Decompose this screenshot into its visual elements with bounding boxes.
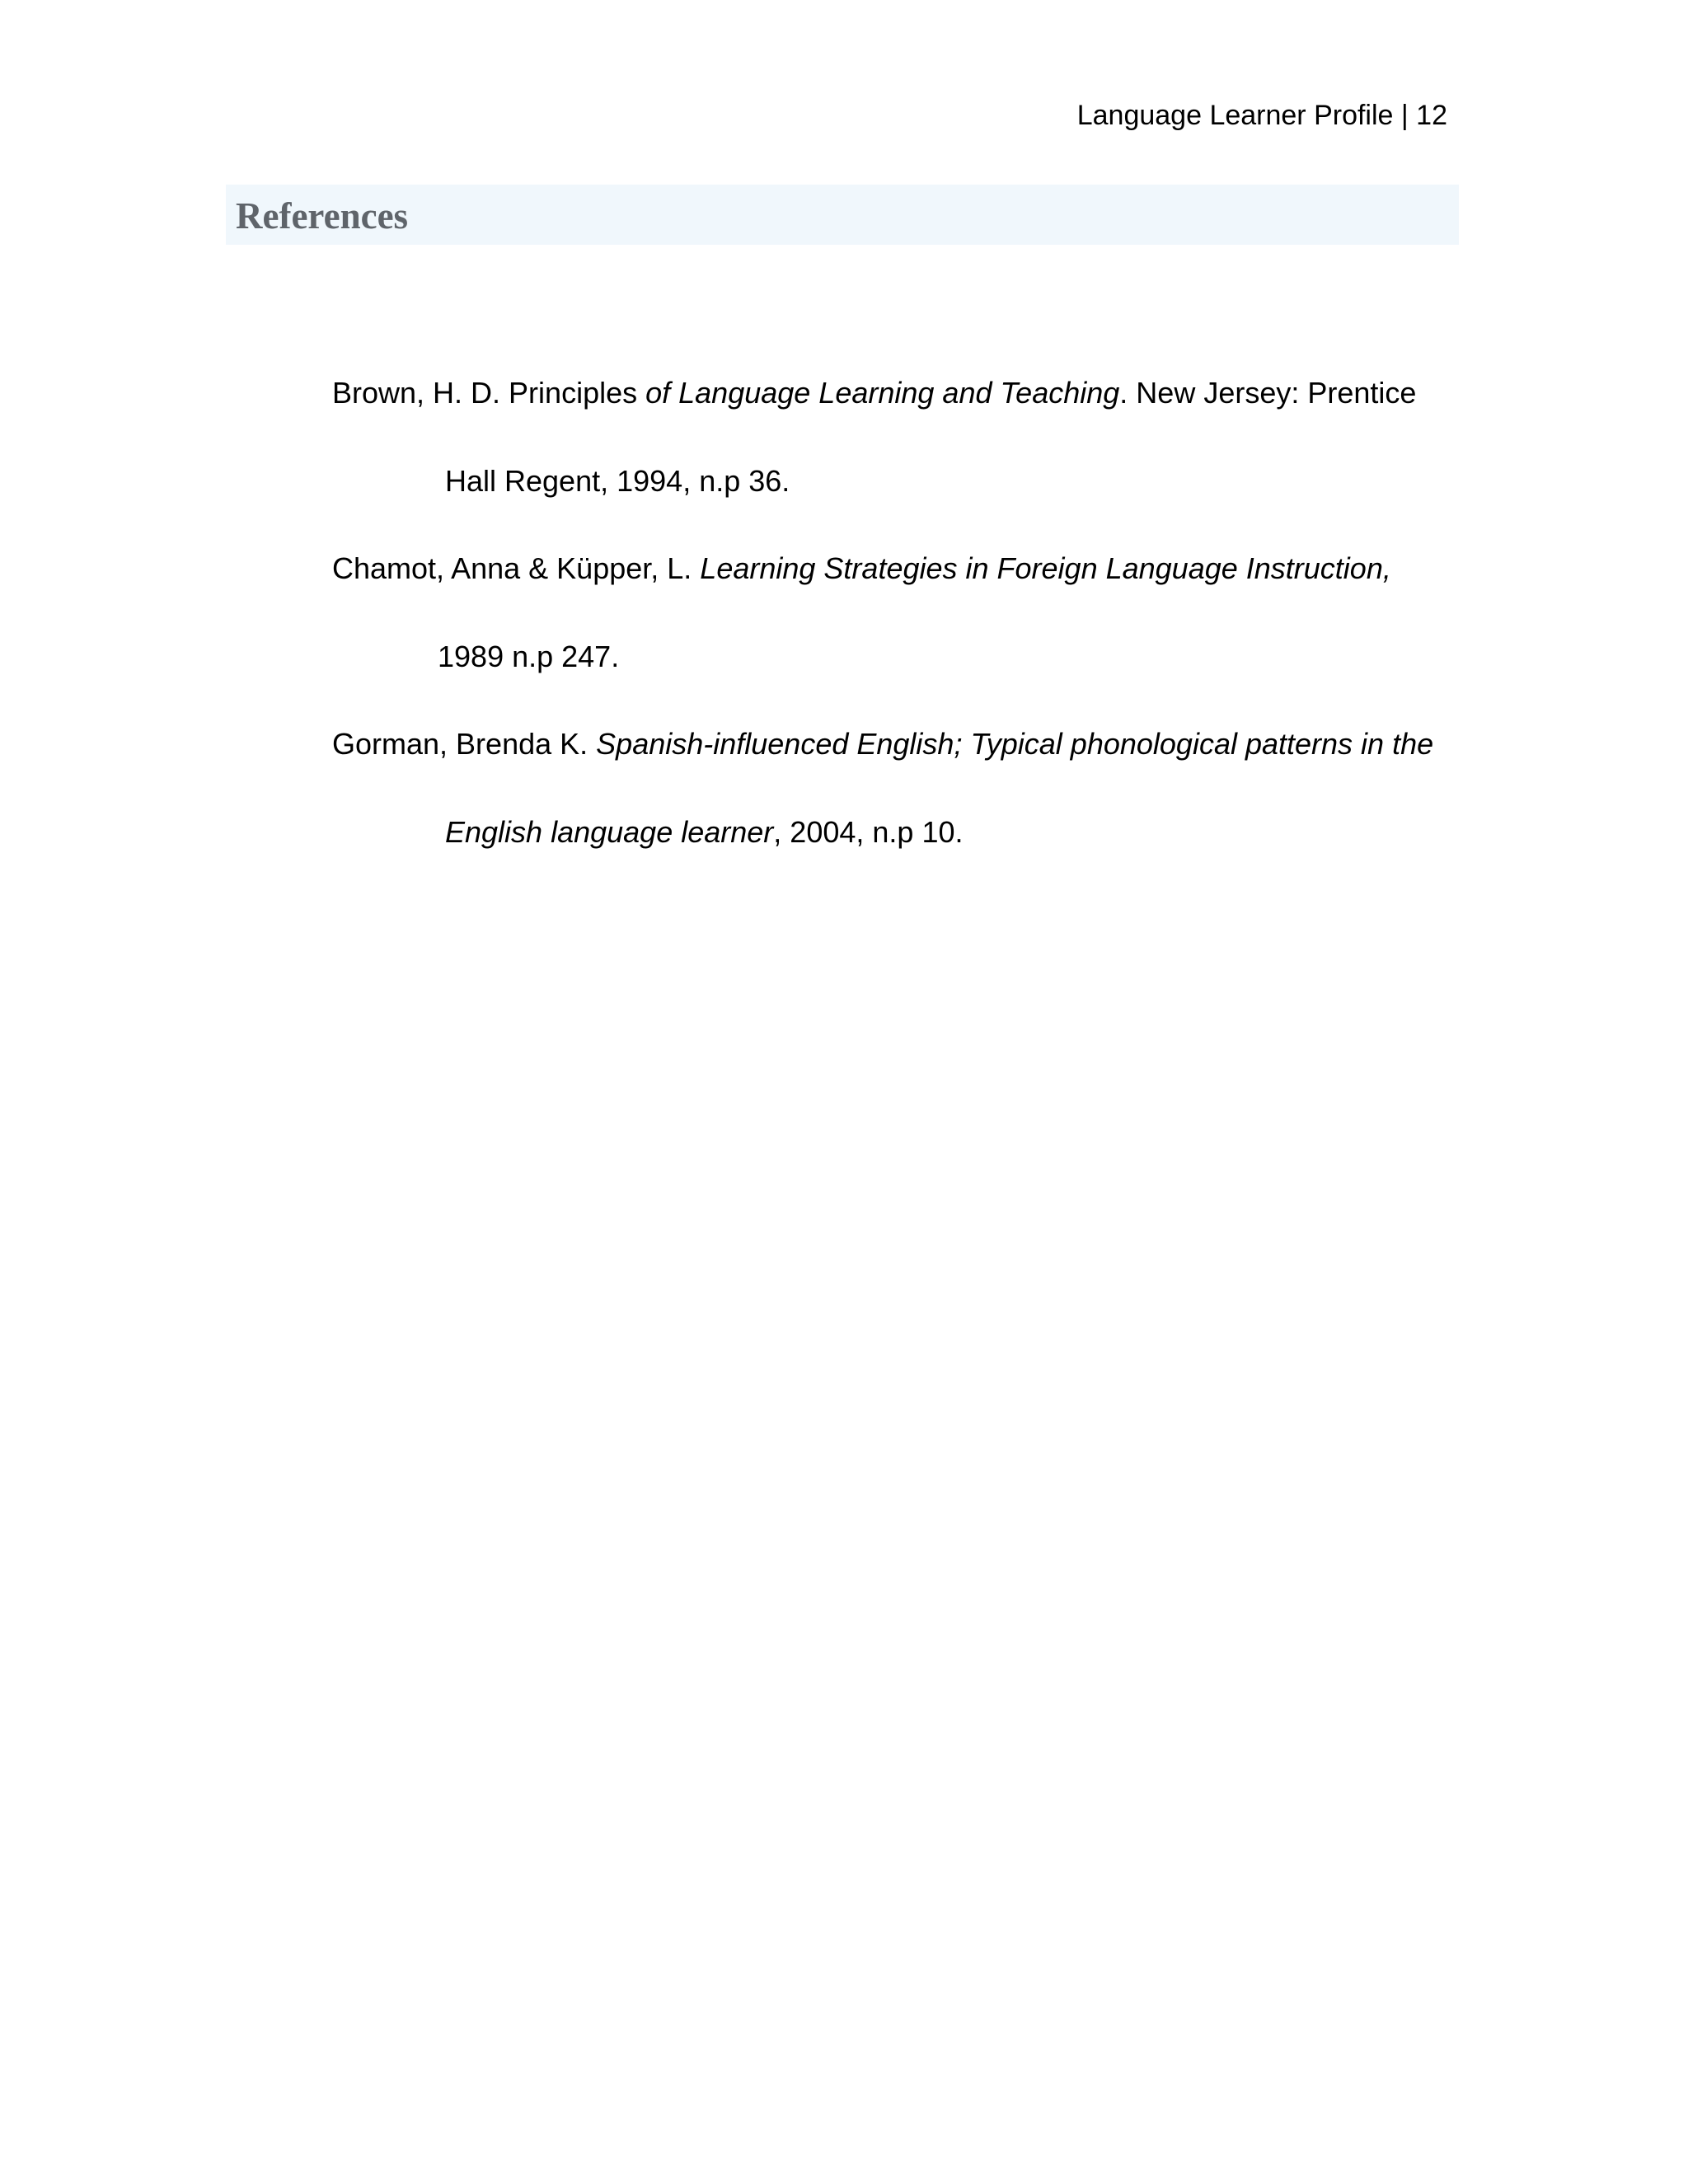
reference-3-line-2 bbox=[445, 813, 963, 851]
reference-2-details: 1989 n.p 247. bbox=[438, 640, 620, 673]
reference-1-title: of Language Learning and Teaching bbox=[645, 376, 1120, 410]
reference-2-author: Chamot, Anna & Küpper, L. bbox=[332, 551, 701, 585]
reference-1-line-1 bbox=[332, 374, 1416, 412]
reference-3-title-cont: English language learner bbox=[445, 815, 774, 849]
reference-1-details: Hall Regent, 1994, n.p 36. bbox=[445, 464, 790, 498]
reference-1-publisher: . New Jersey: Prentice bbox=[1119, 376, 1417, 410]
running-header: Language Learner Profile | 12 bbox=[1076, 100, 1447, 131]
reference-2-title: Learning Strategies in Foreign Language Instruction, bbox=[700, 551, 1391, 585]
reference-2-line-1 bbox=[332, 550, 1391, 588]
reference-3-title: Spanish-influenced English; Typical phonological patterns in the bbox=[596, 727, 1434, 761]
section-heading: References bbox=[236, 195, 409, 237]
reference-3-details: , 2004, n.p 10. bbox=[773, 815, 964, 849]
reference-2-line-2 bbox=[438, 638, 619, 676]
reference-1-line-2 bbox=[445, 462, 790, 500]
reference-1-author: Brown, H. D. Principles bbox=[332, 376, 646, 410]
reference-3-author: Gorman, Brenda K. bbox=[332, 727, 597, 761]
section-heading-band bbox=[226, 185, 1459, 245]
reference-3-line-1 bbox=[332, 725, 1433, 763]
